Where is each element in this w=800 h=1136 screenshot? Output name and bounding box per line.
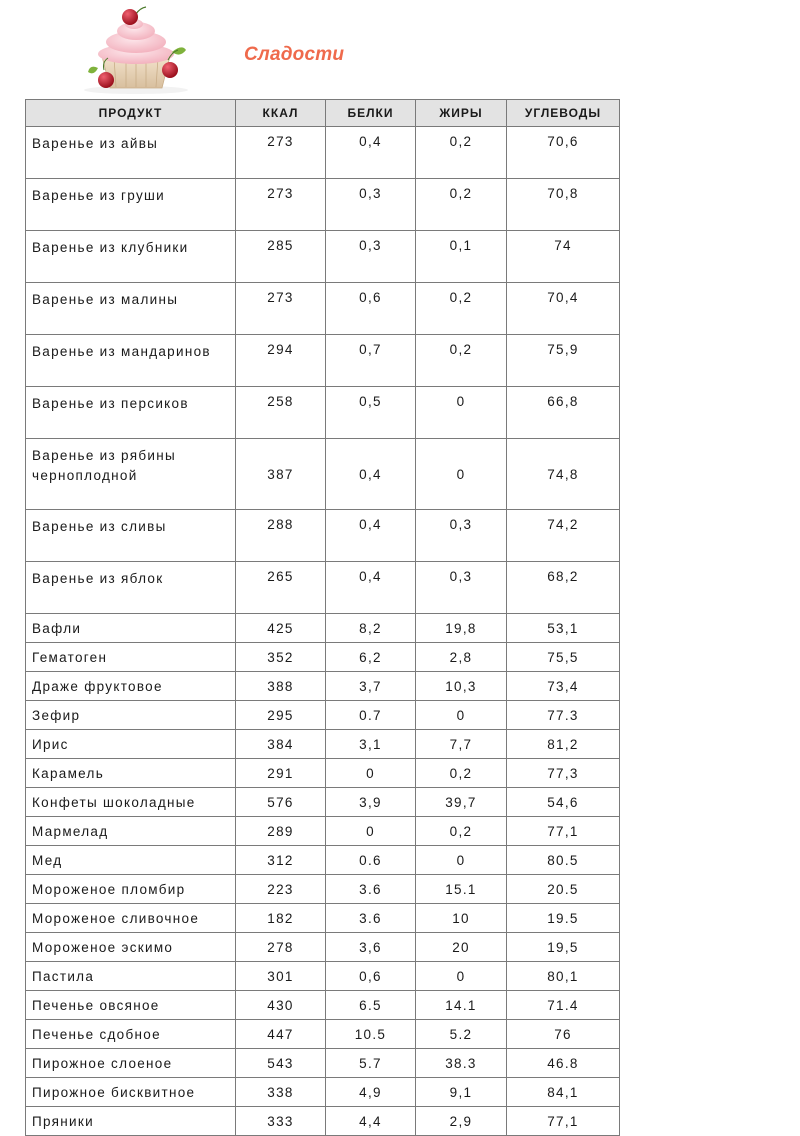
- kcal-value: 258: [236, 387, 326, 439]
- table-row: [26, 283, 620, 335]
- fat-value: 14.1: [416, 991, 507, 1020]
- carbs-value: 75,9: [507, 335, 620, 387]
- carbs-value: 80.5: [507, 846, 620, 875]
- carbs-value: 74: [507, 231, 620, 283]
- product-name: Мороженое сливочное: [26, 904, 236, 933]
- protein-value: 0.6: [326, 846, 416, 875]
- fat-value: 7,7: [416, 730, 507, 759]
- table-row: [26, 933, 620, 962]
- protein-value: 0,4: [326, 127, 416, 179]
- kcal-value: 430: [236, 991, 326, 1020]
- column-header-product: ПРОДУКТ: [26, 100, 236, 127]
- protein-value: 6,2: [326, 643, 416, 672]
- kcal-value: 294: [236, 335, 326, 387]
- kcal-value: 291: [236, 759, 326, 788]
- fat-value: 0,3: [416, 510, 507, 562]
- kcal-value: 273: [236, 127, 326, 179]
- fat-value: 0: [416, 387, 507, 439]
- protein-value: 4,4: [326, 1107, 416, 1136]
- kcal-value: 301: [236, 962, 326, 991]
- fat-value: 0: [416, 962, 507, 991]
- carbs-value: 70,4: [507, 283, 620, 335]
- product-name: Варенье из рябины черноплодной: [26, 439, 236, 510]
- kcal-value: 338: [236, 1078, 326, 1107]
- fat-value: 0,2: [416, 179, 507, 231]
- kcal-value: 265: [236, 562, 326, 614]
- table-header-row: [26, 100, 620, 127]
- kcal-value: 352: [236, 643, 326, 672]
- carbs-value: 19.5: [507, 904, 620, 933]
- protein-value: 3,7: [326, 672, 416, 701]
- table-row: [26, 387, 620, 439]
- kcal-value: 425: [236, 614, 326, 643]
- table-row: [26, 672, 620, 701]
- kcal-value: 285: [236, 231, 326, 283]
- product-name: Пирожное слоеное: [26, 1049, 236, 1078]
- page-title: Сладости: [244, 44, 345, 65]
- protein-value: 0,4: [326, 510, 416, 562]
- carbs-value: 81,2: [507, 730, 620, 759]
- fat-value: 39,7: [416, 788, 507, 817]
- product-name: Гематоген: [26, 643, 236, 672]
- protein-value: 5.7: [326, 1049, 416, 1078]
- carbs-value: 77,1: [507, 1107, 620, 1136]
- table-row: [26, 510, 620, 562]
- carbs-value: 76: [507, 1020, 620, 1049]
- protein-value: 0,4: [326, 439, 416, 510]
- carbs-value: 74,2: [507, 510, 620, 562]
- protein-value: 3.6: [326, 904, 416, 933]
- table-row: [26, 730, 620, 759]
- protein-value: 0.7: [326, 701, 416, 730]
- table-row: [26, 335, 620, 387]
- fat-value: 5.2: [416, 1020, 507, 1049]
- carbs-value: 74,8: [507, 439, 620, 510]
- product-name: Варенье из яблок: [26, 562, 236, 614]
- table-row: [26, 1078, 620, 1107]
- product-name: Печенье сдобное: [26, 1020, 236, 1049]
- kcal-value: 273: [236, 283, 326, 335]
- product-name: Пастила: [26, 962, 236, 991]
- product-name: Пряники: [26, 1107, 236, 1136]
- product-name: Мороженое пломбир: [26, 875, 236, 904]
- carbs-value: 75,5: [507, 643, 620, 672]
- carbs-value: 53,1: [507, 614, 620, 643]
- fat-value: 0: [416, 701, 507, 730]
- table-row: [26, 846, 620, 875]
- carbs-value: 68,2: [507, 562, 620, 614]
- product-name: Варенье из мандаринов: [26, 335, 236, 387]
- carbs-value: 71.4: [507, 991, 620, 1020]
- kcal-value: 295: [236, 701, 326, 730]
- carbs-value: 19,5: [507, 933, 620, 962]
- product-name: Варенье из малины: [26, 283, 236, 335]
- fat-value: 15.1: [416, 875, 507, 904]
- kcal-value: 543: [236, 1049, 326, 1078]
- kcal-value: 288: [236, 510, 326, 562]
- column-header-fat: ЖИРЫ: [416, 100, 507, 127]
- table-row: [26, 562, 620, 614]
- carbs-value: 70,6: [507, 127, 620, 179]
- kcal-value: 387: [236, 439, 326, 510]
- product-name: Варенье из груши: [26, 179, 236, 231]
- table-row: [26, 179, 620, 231]
- protein-value: 4,9: [326, 1078, 416, 1107]
- carbs-value: 77.3: [507, 701, 620, 730]
- table-row: [26, 759, 620, 788]
- fat-value: 9,1: [416, 1078, 507, 1107]
- product-name: Варенье из сливы: [26, 510, 236, 562]
- fat-value: 2,9: [416, 1107, 507, 1136]
- product-name: Мармелад: [26, 817, 236, 846]
- product-name: Мед: [26, 846, 236, 875]
- product-name: Драже фруктовое: [26, 672, 236, 701]
- product-name: Карамель: [26, 759, 236, 788]
- protein-value: 0,7: [326, 335, 416, 387]
- table-row: [26, 643, 620, 672]
- fat-value: 0: [416, 439, 507, 510]
- fat-value: 0,2: [416, 817, 507, 846]
- product-name: Печенье овсяное: [26, 991, 236, 1020]
- table-row: [26, 1107, 620, 1136]
- protein-value: 6.5: [326, 991, 416, 1020]
- product-name: Ирис: [26, 730, 236, 759]
- fat-value: 0: [416, 846, 507, 875]
- protein-value: 0: [326, 817, 416, 846]
- protein-value: 0,3: [326, 179, 416, 231]
- column-header-carbs: УГЛЕВОДЫ: [507, 100, 620, 127]
- product-name: Зефир: [26, 701, 236, 730]
- fat-value: 19,8: [416, 614, 507, 643]
- table-row: [26, 788, 620, 817]
- kcal-value: 182: [236, 904, 326, 933]
- kcal-value: 312: [236, 846, 326, 875]
- table-row: [26, 817, 620, 846]
- fat-value: 10: [416, 904, 507, 933]
- protein-value: 10.5: [326, 1020, 416, 1049]
- product-name: Вафли: [26, 614, 236, 643]
- product-name: Пирожное бисквитное: [26, 1078, 236, 1107]
- kcal-value: 223: [236, 875, 326, 904]
- column-header-protein: БЕЛКИ: [326, 100, 416, 127]
- table-row: [26, 904, 620, 933]
- fat-value: 2,8: [416, 643, 507, 672]
- protein-value: 0,6: [326, 283, 416, 335]
- product-name: Варенье из клубники: [26, 231, 236, 283]
- carbs-value: 80,1: [507, 962, 620, 991]
- fat-value: 20: [416, 933, 507, 962]
- column-header-kcal: ККАЛ: [236, 100, 326, 127]
- product-name: Варенье из айвы: [26, 127, 236, 179]
- cupcake-with-cherries-icon: [78, 4, 194, 96]
- kcal-value: 388: [236, 672, 326, 701]
- protein-value: 0,6: [326, 962, 416, 991]
- product-name: Конфеты шоколадные: [26, 788, 236, 817]
- protein-value: 3,1: [326, 730, 416, 759]
- carbs-value: 70,8: [507, 179, 620, 231]
- protein-value: 0: [326, 759, 416, 788]
- table-row: [26, 962, 620, 991]
- protein-value: 0,5: [326, 387, 416, 439]
- carbs-value: 66,8: [507, 387, 620, 439]
- fat-value: 0,2: [416, 127, 507, 179]
- fat-value: 10,3: [416, 672, 507, 701]
- table-row: [26, 1020, 620, 1049]
- protein-value: 3.6: [326, 875, 416, 904]
- carbs-value: 84,1: [507, 1078, 620, 1107]
- kcal-value: 576: [236, 788, 326, 817]
- protein-value: 8,2: [326, 614, 416, 643]
- product-name: Варенье из персиков: [26, 387, 236, 439]
- protein-value: 3,9: [326, 788, 416, 817]
- protein-value: 3,6: [326, 933, 416, 962]
- kcal-value: 289: [236, 817, 326, 846]
- fat-value: 0,2: [416, 335, 507, 387]
- table-row: [26, 1049, 620, 1078]
- table-row: [26, 991, 620, 1020]
- product-name: Мороженое эскимо: [26, 933, 236, 962]
- table-row: [26, 231, 620, 283]
- fat-value: 0,2: [416, 759, 507, 788]
- protein-value: 0,3: [326, 231, 416, 283]
- fat-value: 0,2: [416, 283, 507, 335]
- kcal-value: 278: [236, 933, 326, 962]
- table-row: [26, 614, 620, 643]
- carbs-value: 54,6: [507, 788, 620, 817]
- fat-value: 0,3: [416, 562, 507, 614]
- carbs-value: 73,4: [507, 672, 620, 701]
- fat-value: 38.3: [416, 1049, 507, 1078]
- table-row: [26, 875, 620, 904]
- protein-value: 0,4: [326, 562, 416, 614]
- fat-value: 0,1: [416, 231, 507, 283]
- kcal-value: 447: [236, 1020, 326, 1049]
- carbs-value: 46.8: [507, 1049, 620, 1078]
- kcal-value: 333: [236, 1107, 326, 1136]
- carbs-value: 77,3: [507, 759, 620, 788]
- table-row: [26, 127, 620, 179]
- kcal-value: 384: [236, 730, 326, 759]
- table-row: [26, 701, 620, 730]
- carbs-value: 77,1: [507, 817, 620, 846]
- nutrition-table: [25, 99, 620, 1136]
- table-row: [26, 439, 620, 510]
- carbs-value: 20.5: [507, 875, 620, 904]
- kcal-value: 273: [236, 179, 326, 231]
